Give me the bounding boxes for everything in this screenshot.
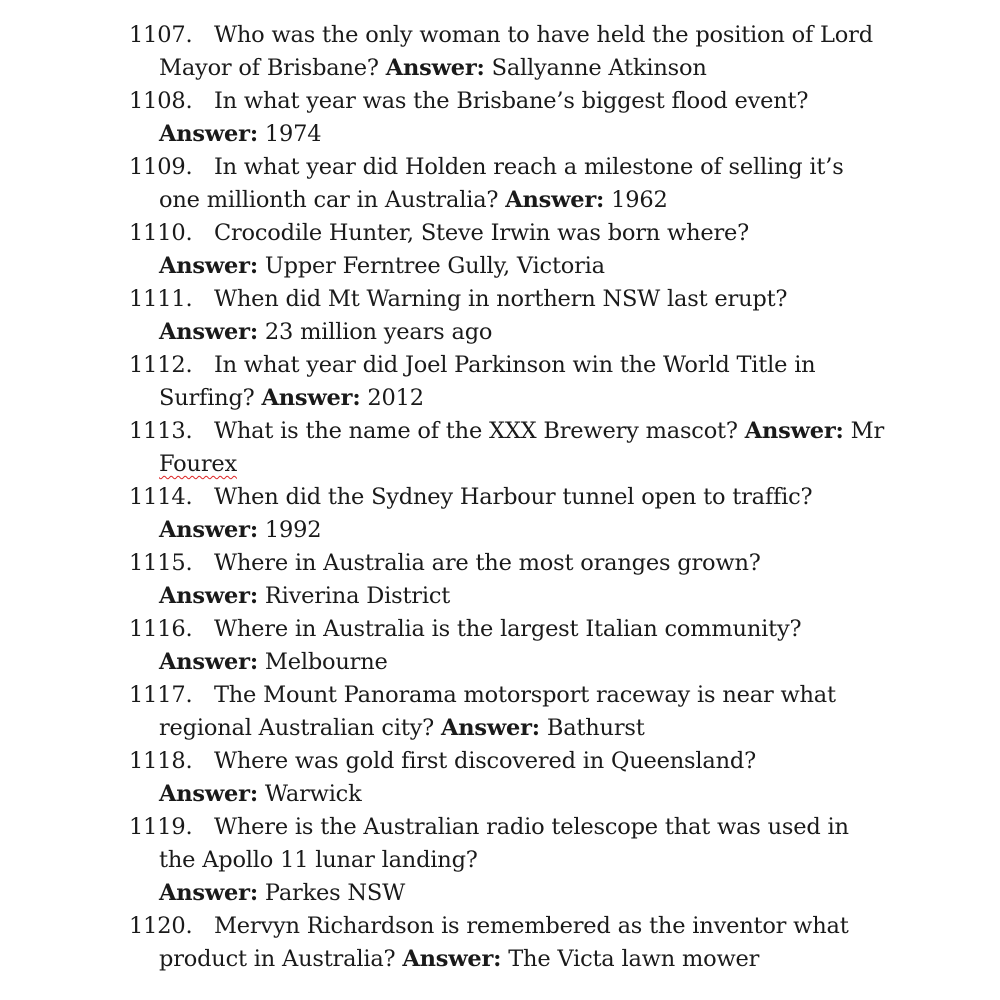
question-text: In what year did Holden reach a milestone of selling it’s one millionth car in Australia? bbox=[159, 154, 844, 213]
question-text: Where in Australia is the largest Italian community? bbox=[213, 616, 802, 642]
answer-text: Mr bbox=[850, 418, 885, 444]
question-number: 1109. bbox=[129, 154, 193, 180]
question-item-1112 bbox=[129, 349, 889, 415]
question-text: Where in Australia are the most oranges grown? bbox=[213, 550, 761, 576]
question-text: Mervyn Richardson is remembered as the inventor what product in Australia? bbox=[159, 913, 849, 972]
question-number: 1117. bbox=[129, 682, 193, 708]
answer-label: Answer: bbox=[402, 946, 502, 972]
question-item-1111 bbox=[129, 283, 889, 349]
question-item-1117 bbox=[129, 679, 889, 745]
answer-label: Answer: bbox=[159, 880, 258, 906]
question-item-1119 bbox=[129, 811, 889, 910]
question-text: The Mount Panorama motorsport raceway is near what regional Australian city? bbox=[159, 682, 836, 741]
answer-text: Sallyanne Atkinson bbox=[491, 55, 707, 81]
answer-text: 2012 bbox=[367, 385, 424, 411]
question-number: 1115. bbox=[129, 550, 193, 576]
answer-text: Bathurst bbox=[546, 715, 645, 741]
question-item-1120 bbox=[129, 910, 889, 976]
answer-label: Answer: bbox=[385, 55, 485, 81]
answer-label: Answer: bbox=[440, 715, 540, 741]
answer-label: Answer: bbox=[159, 781, 258, 807]
answer-label: Answer: bbox=[159, 253, 258, 279]
question-text: In what year was the Brisbane’s biggest flood event? bbox=[213, 88, 809, 114]
answer-text-spellcheck-flagged: Fourex bbox=[159, 451, 237, 477]
answer-text: Riverina District bbox=[264, 583, 451, 609]
answer-text: 1962 bbox=[611, 187, 668, 213]
question-text: What is the name of the XXX Brewery mascot? bbox=[213, 418, 738, 444]
question-text: In what year did Joel Parkinson win the World Title in Surfing? bbox=[159, 352, 816, 411]
answer-text: The Victa lawn mower bbox=[508, 946, 760, 972]
question-item-1114 bbox=[129, 481, 889, 547]
answer-text: Parkes NSW bbox=[264, 880, 406, 906]
answer-label: Answer: bbox=[159, 319, 258, 345]
answer-label: Answer: bbox=[744, 418, 844, 444]
question-text: When did the Sydney Harbour tunnel open to traffic? bbox=[213, 484, 813, 510]
answer-text: 23 million years ago bbox=[264, 319, 493, 345]
answer-label: Answer: bbox=[159, 121, 258, 147]
question-number: 1111. bbox=[129, 286, 193, 312]
answer-text: Upper Ferntree Gully, Victoria bbox=[264, 253, 605, 279]
question-item-1116 bbox=[129, 613, 889, 679]
answer-text: Warwick bbox=[264, 781, 362, 807]
question-number: 1108. bbox=[129, 88, 193, 114]
question-number: 1107. bbox=[129, 22, 193, 48]
answer-text: 1974 bbox=[264, 121, 322, 147]
question-item-1118 bbox=[129, 745, 889, 811]
question-number: 1110. bbox=[129, 220, 193, 246]
question-number: 1119. bbox=[129, 814, 193, 840]
question-number: 1112. bbox=[129, 352, 193, 378]
question-number: 1116. bbox=[129, 616, 193, 642]
question-number: 1120. bbox=[129, 913, 193, 939]
question-text: Crocodile Hunter, Steve Irwin was born where? bbox=[213, 220, 750, 246]
question-number: 1114. bbox=[129, 484, 193, 510]
question-item-1110 bbox=[129, 217, 889, 283]
question-number: 1113. bbox=[129, 418, 193, 444]
question-item-1113 bbox=[129, 415, 889, 481]
question-item-1109 bbox=[129, 151, 889, 217]
question-number: 1118. bbox=[129, 748, 193, 774]
question-list bbox=[129, 19, 889, 976]
answer-text: 1992 bbox=[264, 517, 322, 543]
question-text: Who was the only woman to have held the position of Lord Mayor of Brisbane? bbox=[159, 22, 873, 81]
question-text: Where is the Australian radio telescope that was used in the Apollo 11 lunar landing? bbox=[159, 814, 849, 873]
question-text: Where was gold first discovered in Queensland? bbox=[213, 748, 756, 774]
question-item-1108 bbox=[129, 85, 889, 151]
answer-label: Answer: bbox=[159, 649, 258, 675]
answer-text: Melbourne bbox=[264, 649, 388, 675]
answer-label: Answer: bbox=[159, 583, 258, 609]
question-item-1107 bbox=[129, 19, 889, 85]
question-item-1115 bbox=[129, 547, 889, 613]
question-text: When did Mt Warning in northern NSW last erupt? bbox=[213, 286, 788, 312]
answer-label: Answer: bbox=[261, 385, 361, 411]
answer-label: Answer: bbox=[505, 187, 605, 213]
answer-label: Answer: bbox=[159, 517, 258, 543]
